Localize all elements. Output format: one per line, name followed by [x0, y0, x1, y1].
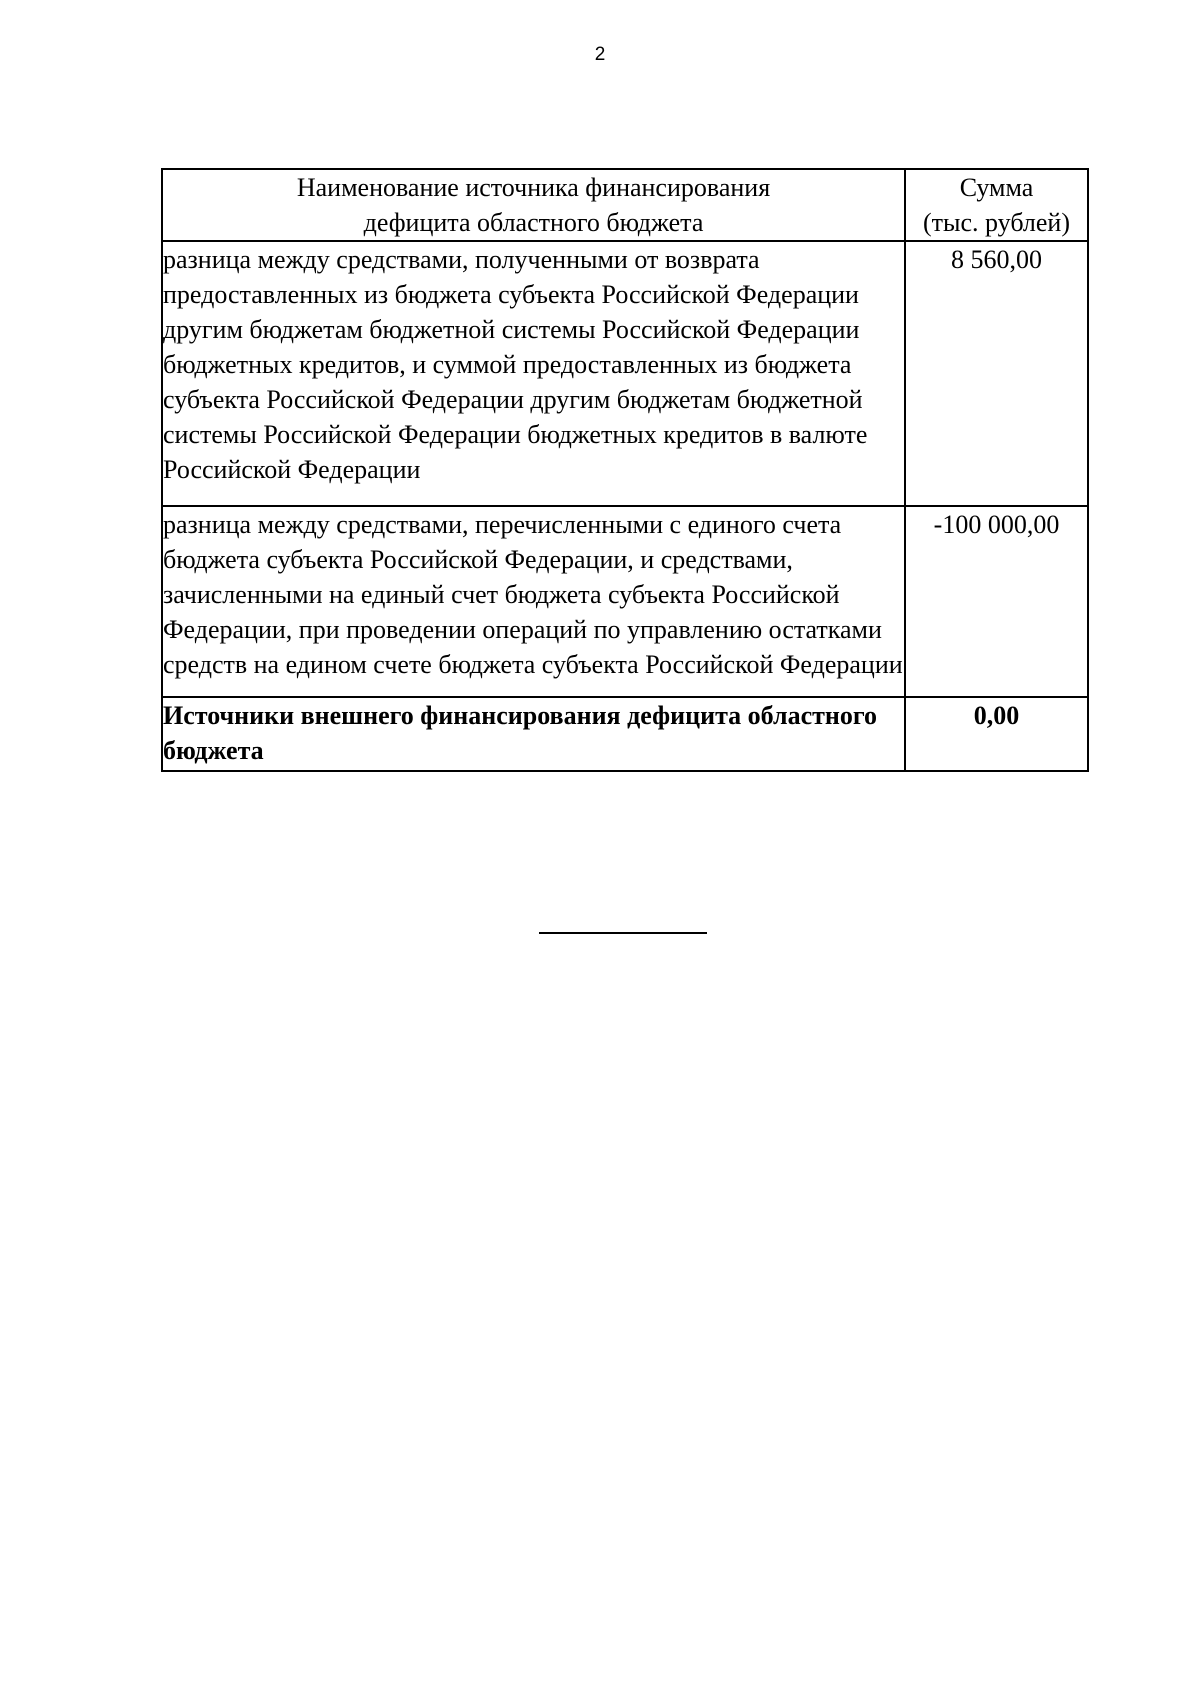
row-source-name: разница между средствами, перечисленными с единого счета бюджета субъекта Российской Федерации, и средствами, зачисленными на единый счет бюджета субъекта Российской Федерации, при проведении операций по управлению остатками средств на едином счете бюджета субъекта Российской Федерации: [162, 506, 905, 697]
table-header-row: [162, 169, 1088, 241]
page-number: 2: [594, 44, 606, 65]
table-total-row: [162, 697, 1088, 771]
row-sum-value: -100 000,00: [905, 506, 1088, 697]
row-source-name: разница между средствами, полученными от возврата предоставленных из бюджета субъекта Российской Федерации другим бюджетам бюджетной системы Российской Федерации бюджетных кредитов, и суммой предоставленных из бюджета субъекта Российской Федерации другим бюджетам бюджетной системы Российской Федерации бюджетных кредитов в валюте Российской Федерации: [162, 241, 905, 506]
financing-sources-table: [161, 168, 1089, 772]
column-header-sum-line2: (тыс. рублей): [922, 208, 1070, 237]
column-header-sum: [905, 169, 1088, 241]
total-sum-value: 0,00: [905, 697, 1088, 771]
end-of-document-separator: [539, 932, 707, 934]
total-source-name: Источники внешнего финансирования дефицита областного бюджета: [162, 697, 905, 771]
column-header-sum-line1: Сумма: [959, 173, 1034, 202]
row-sum-value: 8 560,00: [905, 241, 1088, 506]
column-header-name-line1: Наименование источника финансирования: [296, 173, 771, 202]
column-header-name-line2: дефицита областного бюджета: [363, 208, 704, 237]
column-header-name: [162, 169, 905, 241]
table-row: [162, 241, 1088, 506]
table-row: [162, 506, 1088, 697]
